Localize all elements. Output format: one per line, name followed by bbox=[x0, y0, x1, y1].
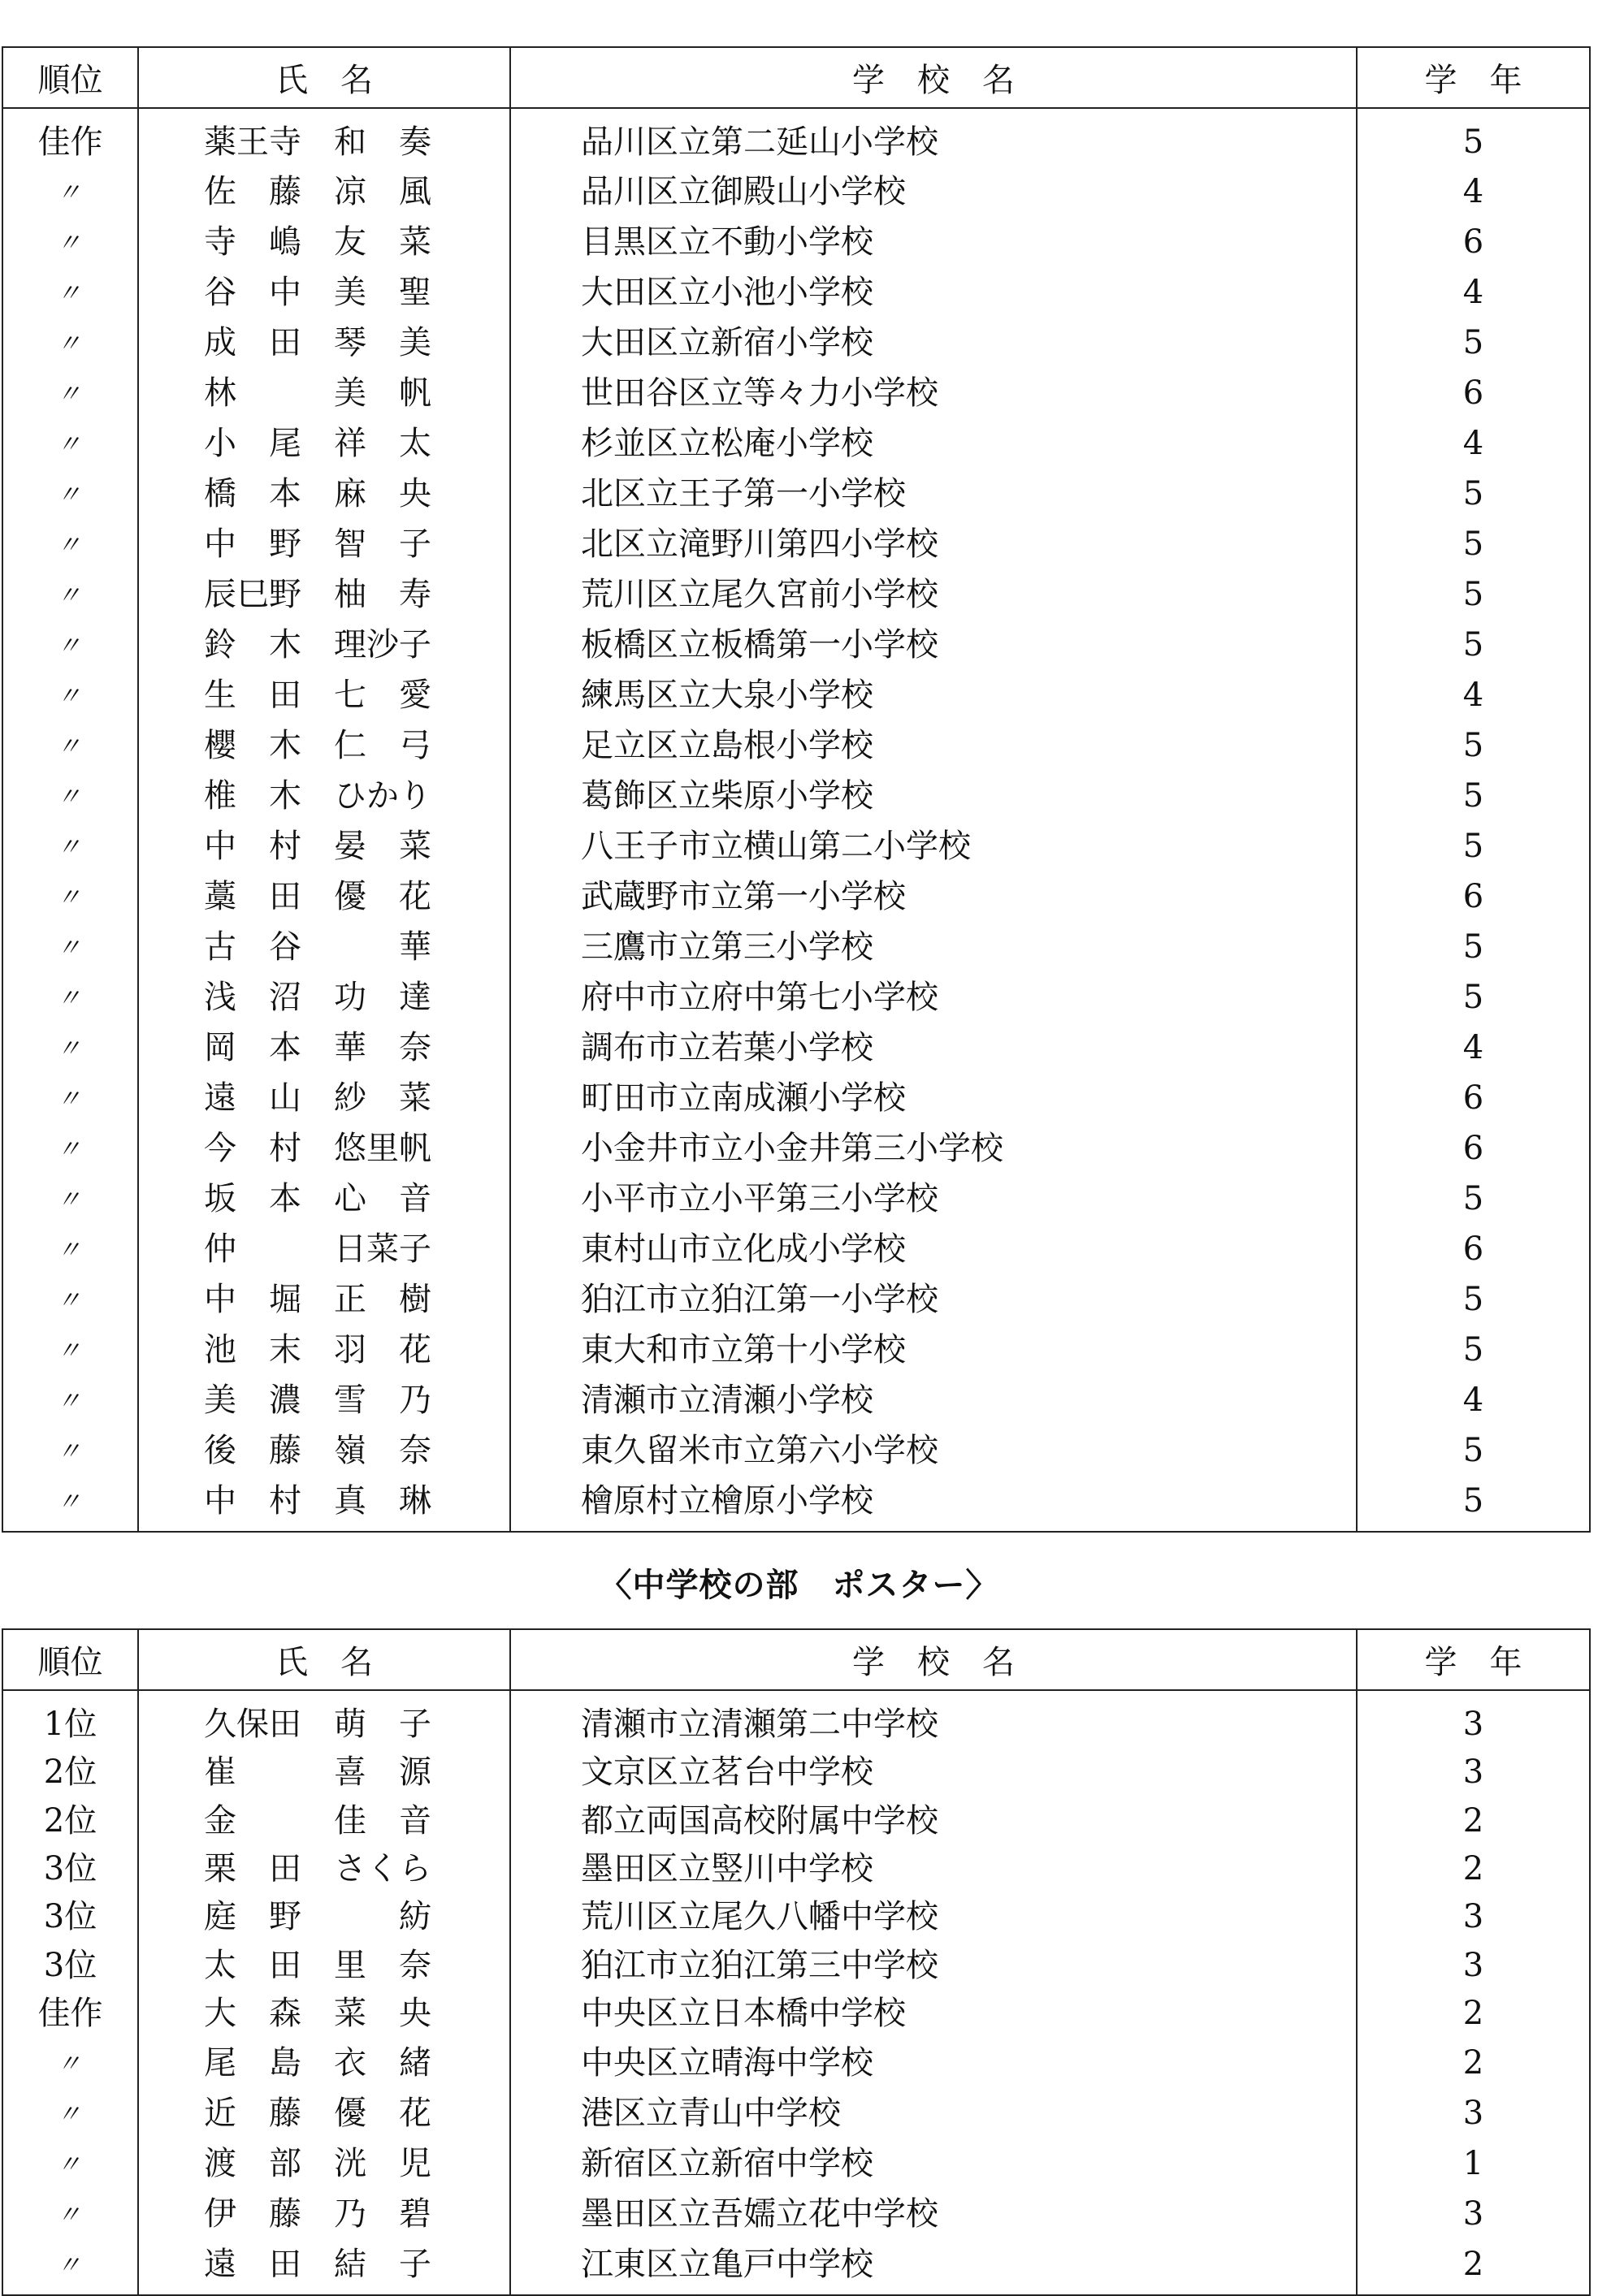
school-cell: 目黒区立不動小学校 bbox=[510, 217, 1357, 267]
school-cell: 中央区立日本橋中学校 bbox=[510, 1990, 1357, 2038]
name-cell: 庭 野 紡 bbox=[138, 1893, 510, 1941]
grade-cell: 5 bbox=[1357, 821, 1590, 871]
grade-cell: 3 bbox=[1357, 2088, 1590, 2138]
name-cell: 藁 田 優 花 bbox=[138, 871, 510, 922]
grade-cell: 3 bbox=[1357, 1749, 1590, 1797]
elementary-results-table bbox=[2, 46, 1591, 1533]
rank-cell: 〃 bbox=[2, 217, 138, 267]
name-cell: 後 藤 嶺 奈 bbox=[138, 1425, 510, 1476]
school-cell: 狛江市立狛江第三中学校 bbox=[510, 1941, 1357, 1989]
name-cell: 大 森 菜 央 bbox=[138, 1990, 510, 2038]
table-row bbox=[2, 2088, 1590, 2138]
school-cell: 清瀬市立清瀬小学校 bbox=[510, 1375, 1357, 1425]
table-row bbox=[2, 2138, 1590, 2189]
grade-cell: 3 bbox=[1357, 2189, 1590, 2239]
grade-cell: 6 bbox=[1357, 871, 1590, 922]
rank-cell: 佳作 bbox=[2, 1990, 138, 2038]
grade-cell: 2 bbox=[1357, 2239, 1590, 2295]
school-cell: 東大和市立第十小学校 bbox=[510, 1325, 1357, 1375]
school-cell: 大田区立新宿小学校 bbox=[510, 318, 1357, 368]
grade-cell: 5 bbox=[1357, 771, 1590, 821]
school-cell: 町田市立南成瀬小学校 bbox=[510, 1073, 1357, 1123]
table-row bbox=[2, 922, 1590, 972]
name-cell: 橋 本 麻 央 bbox=[138, 469, 510, 519]
rank-cell: 1位 bbox=[2, 1690, 138, 1749]
table-row bbox=[2, 1797, 1590, 1845]
table-row bbox=[2, 1375, 1590, 1425]
name-cell: 池 末 羽 花 bbox=[138, 1325, 510, 1375]
grade-cell: 5 bbox=[1357, 108, 1590, 166]
school-cell: 練馬区立大泉小学校 bbox=[510, 670, 1357, 720]
grade-cell: 5 bbox=[1357, 519, 1590, 569]
rank-cell: 〃 bbox=[2, 771, 138, 821]
header-name: 氏 名 bbox=[138, 47, 510, 108]
school-cell: 三鷹市立第三小学校 bbox=[510, 922, 1357, 972]
name-cell: 渡 部 洸 児 bbox=[138, 2138, 510, 2189]
name-cell: 近 藤 優 花 bbox=[138, 2088, 510, 2138]
school-cell: 中央区立晴海中学校 bbox=[510, 2038, 1357, 2088]
table-row bbox=[2, 368, 1590, 418]
grade-cell: 4 bbox=[1357, 267, 1590, 318]
table-row bbox=[2, 871, 1590, 922]
school-cell: 江東区立亀戸中学校 bbox=[510, 2239, 1357, 2295]
table-row bbox=[2, 2189, 1590, 2239]
rank-cell: 〃 bbox=[2, 1123, 138, 1174]
grade-cell: 3 bbox=[1357, 1690, 1590, 1749]
name-cell: 古 谷 華 bbox=[138, 922, 510, 972]
school-cell: 杉並区立松庵小学校 bbox=[510, 418, 1357, 469]
name-cell: 岡 本 華 奈 bbox=[138, 1023, 510, 1073]
name-cell: 浅 沼 功 達 bbox=[138, 972, 510, 1023]
name-cell: 栗 田 さくら bbox=[138, 1845, 510, 1893]
school-cell: 品川区立第二延山小学校 bbox=[510, 108, 1357, 166]
rank-cell: 3位 bbox=[2, 1941, 138, 1989]
rank-cell: 〃 bbox=[2, 922, 138, 972]
rank-cell: 〃 bbox=[2, 1073, 138, 1123]
table-row bbox=[2, 1174, 1590, 1224]
rank-cell: 〃 bbox=[2, 2189, 138, 2239]
rank-cell: 〃 bbox=[2, 1023, 138, 1073]
table-row bbox=[2, 569, 1590, 620]
name-cell: 中 村 真 琳 bbox=[138, 1476, 510, 1532]
rank-cell: 〃 bbox=[2, 2038, 138, 2088]
name-cell: 崔 喜 源 bbox=[138, 1749, 510, 1797]
school-cell: 品川区立御殿山小学校 bbox=[510, 166, 1357, 217]
rank-cell: 〃 bbox=[2, 1425, 138, 1476]
grade-cell: 5 bbox=[1357, 318, 1590, 368]
name-cell: 成 田 琴 美 bbox=[138, 318, 510, 368]
grade-cell: 6 bbox=[1357, 1073, 1590, 1123]
grade-cell: 5 bbox=[1357, 1425, 1590, 1476]
name-cell: 谷 中 美 聖 bbox=[138, 267, 510, 318]
grade-cell: 3 bbox=[1357, 1893, 1590, 1941]
name-cell: 美 濃 雪 乃 bbox=[138, 1375, 510, 1425]
rank-cell: 〃 bbox=[2, 418, 138, 469]
rank-cell: 〃 bbox=[2, 821, 138, 871]
table-row bbox=[2, 1941, 1590, 1989]
table-row bbox=[2, 166, 1590, 217]
rank-cell: 〃 bbox=[2, 2138, 138, 2189]
rank-cell: 〃 bbox=[2, 318, 138, 368]
table-row bbox=[2, 318, 1590, 368]
school-cell: 八王子市立横山第二小学校 bbox=[510, 821, 1357, 871]
school-cell: 武蔵野市立第一小学校 bbox=[510, 871, 1357, 922]
school-cell: 港区立青山中学校 bbox=[510, 2088, 1357, 2138]
table-row bbox=[2, 1749, 1590, 1797]
grade-cell: 4 bbox=[1357, 1375, 1590, 1425]
rank-cell: 〃 bbox=[2, 670, 138, 720]
name-cell: 太 田 里 奈 bbox=[138, 1941, 510, 1989]
name-cell: 今 村 悠里帆 bbox=[138, 1123, 510, 1174]
grade-cell: 5 bbox=[1357, 1476, 1590, 1532]
table-row bbox=[2, 1990, 1590, 2038]
rank-cell: 3位 bbox=[2, 1893, 138, 1941]
grade-cell: 4 bbox=[1357, 166, 1590, 217]
header-grade: 学 年 bbox=[1357, 1629, 1590, 1690]
table-header-row bbox=[2, 47, 1590, 108]
rank-cell: 〃 bbox=[2, 1174, 138, 1224]
name-cell: 薬王寺 和 奏 bbox=[138, 108, 510, 166]
grade-cell: 6 bbox=[1357, 368, 1590, 418]
table-row bbox=[2, 1224, 1590, 1274]
table-header-row bbox=[2, 1629, 1590, 1690]
header-name: 氏 名 bbox=[138, 1629, 510, 1690]
rank-cell: 2位 bbox=[2, 1749, 138, 1797]
header-school: 学 校 名 bbox=[510, 1629, 1357, 1690]
school-cell: 墨田区立吾嬬立花中学校 bbox=[510, 2189, 1357, 2239]
table-row bbox=[2, 2038, 1590, 2088]
grade-cell: 4 bbox=[1357, 670, 1590, 720]
table-row bbox=[2, 267, 1590, 318]
rank-cell: 〃 bbox=[2, 620, 138, 670]
grade-cell: 2 bbox=[1357, 1845, 1590, 1893]
rank-cell: 〃 bbox=[2, 871, 138, 922]
name-cell: 佐 藤 凉 風 bbox=[138, 166, 510, 217]
rank-cell: 〃 bbox=[2, 2239, 138, 2295]
header-rank: 順位 bbox=[2, 47, 138, 108]
school-cell: 檜原村立檜原小学校 bbox=[510, 1476, 1357, 1532]
name-cell: 椎 木 ひかり bbox=[138, 771, 510, 821]
name-cell: 中 野 智 子 bbox=[138, 519, 510, 569]
name-cell: 中 堀 正 樹 bbox=[138, 1274, 510, 1325]
grade-cell: 5 bbox=[1357, 620, 1590, 670]
grade-cell: 5 bbox=[1357, 972, 1590, 1023]
school-cell: 小金井市立小金井第三小学校 bbox=[510, 1123, 1357, 1174]
junior-high-results-table bbox=[2, 1628, 1591, 2296]
grade-cell: 4 bbox=[1357, 1023, 1590, 1073]
table-row bbox=[2, 2239, 1590, 2295]
name-cell: 金 佳 音 bbox=[138, 1797, 510, 1845]
table-row bbox=[2, 670, 1590, 720]
table-row bbox=[2, 1893, 1590, 1941]
rank-cell: 〃 bbox=[2, 1325, 138, 1375]
table-row bbox=[2, 469, 1590, 519]
grade-cell: 6 bbox=[1357, 1224, 1590, 1274]
school-cell: 足立区立島根小学校 bbox=[510, 720, 1357, 771]
grade-cell: 6 bbox=[1357, 1123, 1590, 1174]
school-cell: 狛江市立狛江第一小学校 bbox=[510, 1274, 1357, 1325]
rank-cell: 〃 bbox=[2, 1375, 138, 1425]
grade-cell: 5 bbox=[1357, 922, 1590, 972]
name-cell: 鈴 木 理沙子 bbox=[138, 620, 510, 670]
rank-cell: 〃 bbox=[2, 519, 138, 569]
grade-cell: 2 bbox=[1357, 1797, 1590, 1845]
table-row bbox=[2, 1274, 1590, 1325]
table-row bbox=[2, 1123, 1590, 1174]
school-cell: 新宿区立新宿中学校 bbox=[510, 2138, 1357, 2189]
school-cell: 清瀬市立清瀬第二中学校 bbox=[510, 1690, 1357, 1749]
table-row bbox=[2, 519, 1590, 569]
table-row bbox=[2, 108, 1590, 166]
name-cell: 遠 山 紗 菜 bbox=[138, 1073, 510, 1123]
grade-cell: 5 bbox=[1357, 1325, 1590, 1375]
name-cell: 生 田 七 愛 bbox=[138, 670, 510, 720]
table-row bbox=[2, 1425, 1590, 1476]
name-cell: 遠 田 結 子 bbox=[138, 2239, 510, 2295]
grade-cell: 5 bbox=[1357, 569, 1590, 620]
school-cell: 板橋区立板橋第一小学校 bbox=[510, 620, 1357, 670]
table-row bbox=[2, 972, 1590, 1023]
school-cell: 東久留米市立第六小学校 bbox=[510, 1425, 1357, 1476]
table-row bbox=[2, 720, 1590, 771]
table-row bbox=[2, 1845, 1590, 1893]
grade-cell: 6 bbox=[1357, 217, 1590, 267]
grade-cell: 4 bbox=[1357, 418, 1590, 469]
school-cell: 墨田区立竪川中学校 bbox=[510, 1845, 1357, 1893]
name-cell: 仲 日菜子 bbox=[138, 1224, 510, 1274]
junior-high-results-body bbox=[2, 1690, 1590, 2295]
school-cell: 大田区立小池小学校 bbox=[510, 267, 1357, 318]
grade-cell: 3 bbox=[1357, 1941, 1590, 1989]
grade-cell: 5 bbox=[1357, 1274, 1590, 1325]
rank-cell: 〃 bbox=[2, 972, 138, 1023]
table-row bbox=[2, 1690, 1590, 1749]
name-cell: 伊 藤 乃 碧 bbox=[138, 2189, 510, 2239]
rank-cell: 〃 bbox=[2, 166, 138, 217]
name-cell: 中 村 晏 菜 bbox=[138, 821, 510, 871]
school-cell: 世田谷区立等々力小学校 bbox=[510, 368, 1357, 418]
name-cell: 尾 島 衣 緒 bbox=[138, 2038, 510, 2088]
name-cell: 寺 嶋 友 菜 bbox=[138, 217, 510, 267]
rank-cell: 〃 bbox=[2, 469, 138, 519]
rank-cell: 〃 bbox=[2, 368, 138, 418]
grade-cell: 2 bbox=[1357, 2038, 1590, 2088]
school-cell: 葛飾区立柴原小学校 bbox=[510, 771, 1357, 821]
school-cell: 府中市立府中第七小学校 bbox=[510, 972, 1357, 1023]
rank-cell: 〃 bbox=[2, 267, 138, 318]
grade-cell: 2 bbox=[1357, 1990, 1590, 2038]
table-row bbox=[2, 418, 1590, 469]
school-cell: 北区立滝野川第四小学校 bbox=[510, 519, 1357, 569]
header-grade: 学 年 bbox=[1357, 47, 1590, 108]
school-cell: 都立両国高校附属中学校 bbox=[510, 1797, 1357, 1845]
grade-cell: 1 bbox=[1357, 2138, 1590, 2189]
grade-cell: 5 bbox=[1357, 1174, 1590, 1224]
rank-cell: 〃 bbox=[2, 569, 138, 620]
name-cell: 久保田 萌 子 bbox=[138, 1690, 510, 1749]
table-row bbox=[2, 1023, 1590, 1073]
school-cell: 東村山市立化成小学校 bbox=[510, 1224, 1357, 1274]
section-heading: 〈中学校の部 ポスター〉 bbox=[599, 1567, 999, 1604]
school-cell: 調布市立若葉小学校 bbox=[510, 1023, 1357, 1073]
table-row bbox=[2, 1073, 1590, 1123]
rank-cell: 〃 bbox=[2, 720, 138, 771]
name-cell: 櫻 木 仁 弓 bbox=[138, 720, 510, 771]
name-cell: 辰巳野 柚 寿 bbox=[138, 569, 510, 620]
rank-cell: 3位 bbox=[2, 1845, 138, 1893]
grade-cell: 5 bbox=[1357, 469, 1590, 519]
table-row bbox=[2, 217, 1590, 267]
school-cell: 文京区立茗台中学校 bbox=[510, 1749, 1357, 1797]
school-cell: 荒川区立尾久八幡中学校 bbox=[510, 1893, 1357, 1941]
name-cell: 林 美 帆 bbox=[138, 368, 510, 418]
rank-cell: 〃 bbox=[2, 1476, 138, 1532]
table-row bbox=[2, 1476, 1590, 1532]
table-row bbox=[2, 771, 1590, 821]
rank-cell: 〃 bbox=[2, 1224, 138, 1274]
rank-cell: 〃 bbox=[2, 2088, 138, 2138]
name-cell: 坂 本 心 音 bbox=[138, 1174, 510, 1224]
rank-cell: 2位 bbox=[2, 1797, 138, 1845]
school-cell: 荒川区立尾久宮前小学校 bbox=[510, 569, 1357, 620]
elementary-results-body bbox=[2, 108, 1590, 1532]
table-row bbox=[2, 620, 1590, 670]
school-cell: 小平市立小平第三小学校 bbox=[510, 1174, 1357, 1224]
header-school: 学 校 名 bbox=[510, 47, 1357, 108]
school-cell: 北区立王子第一小学校 bbox=[510, 469, 1357, 519]
grade-cell: 5 bbox=[1357, 720, 1590, 771]
header-rank: 順位 bbox=[2, 1629, 138, 1690]
table-row bbox=[2, 1325, 1590, 1375]
rank-cell: 佳作 bbox=[2, 108, 138, 166]
table-row bbox=[2, 821, 1590, 871]
name-cell: 小 尾 祥 太 bbox=[138, 418, 510, 469]
rank-cell: 〃 bbox=[2, 1274, 138, 1325]
